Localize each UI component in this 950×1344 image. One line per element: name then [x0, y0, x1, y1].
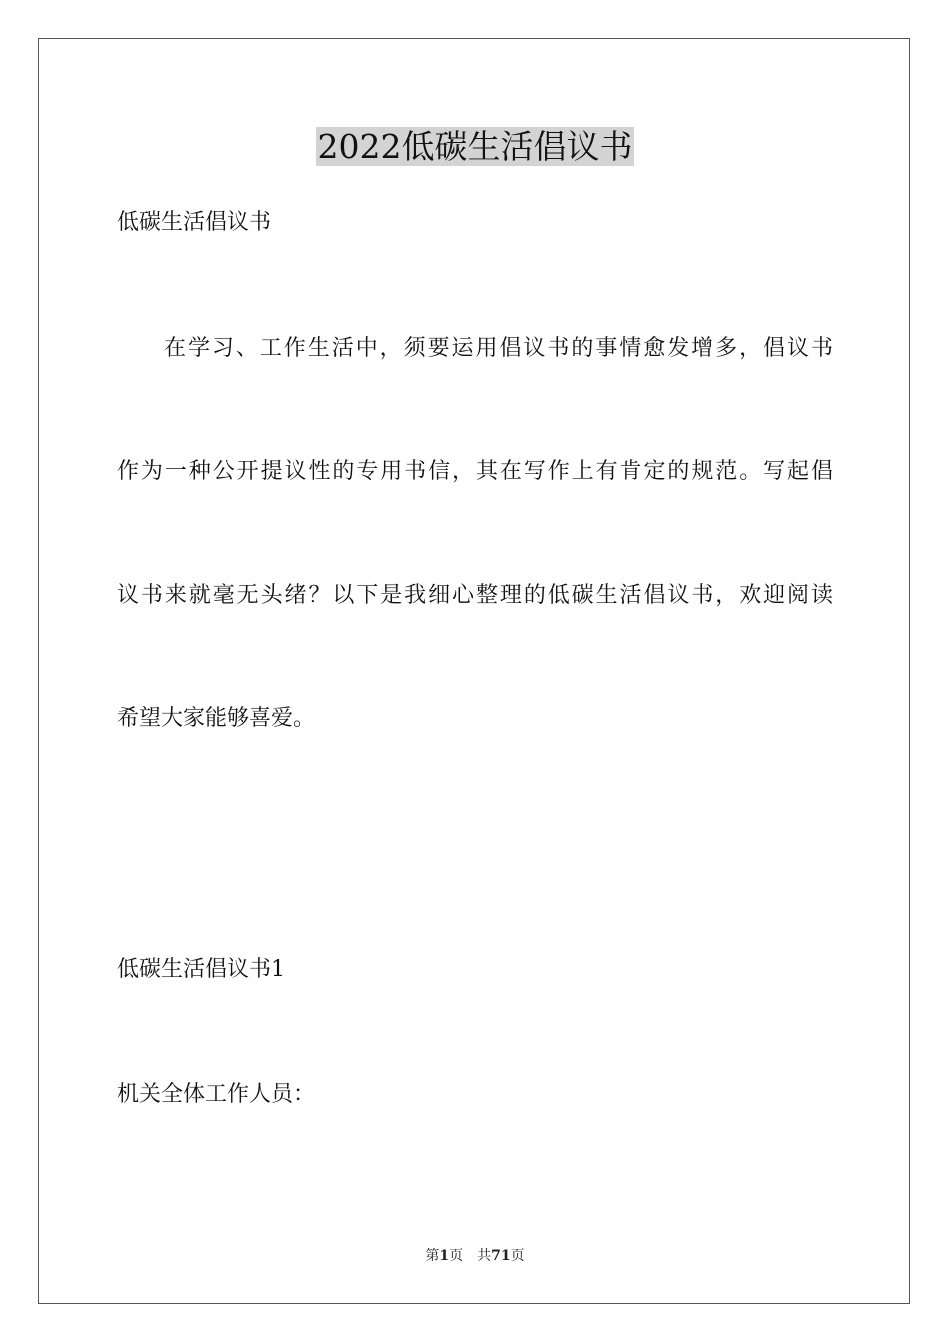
footer-total-suffix: 页	[510, 1248, 525, 1264]
footer-total-pages: 71	[491, 1248, 511, 1264]
document-title-text: 2022低碳生活倡议书	[317, 127, 633, 166]
footer-page-suffix: 页	[449, 1248, 464, 1264]
document-subtitle: 低碳生活倡议书	[117, 210, 272, 235]
footer-page-number: 1	[439, 1248, 450, 1264]
section-heading: 低碳生活倡议书1	[117, 957, 285, 982]
intro-line-1: 在学习、工作生活中，须要运用倡议书的事情愈发增多，倡议书	[164, 336, 833, 361]
footer-total-prefix: 共	[477, 1248, 492, 1264]
document-title	[0, 124, 950, 170]
salutation: 机关全体工作人员：	[117, 1082, 316, 1107]
footer-page-prefix: 第	[425, 1248, 440, 1264]
intro-line-4: 希望大家能够喜爱。	[117, 706, 316, 731]
intro-line-3: 议书来就毫无头绪？以下是我细心整理的低碳生活倡议书，欢迎阅读	[117, 583, 833, 608]
page-footer	[0, 1246, 950, 1266]
intro-line-2: 作为一种公开提议性的专用书信，其在写作上有肯定的规范。写起倡	[117, 459, 833, 484]
